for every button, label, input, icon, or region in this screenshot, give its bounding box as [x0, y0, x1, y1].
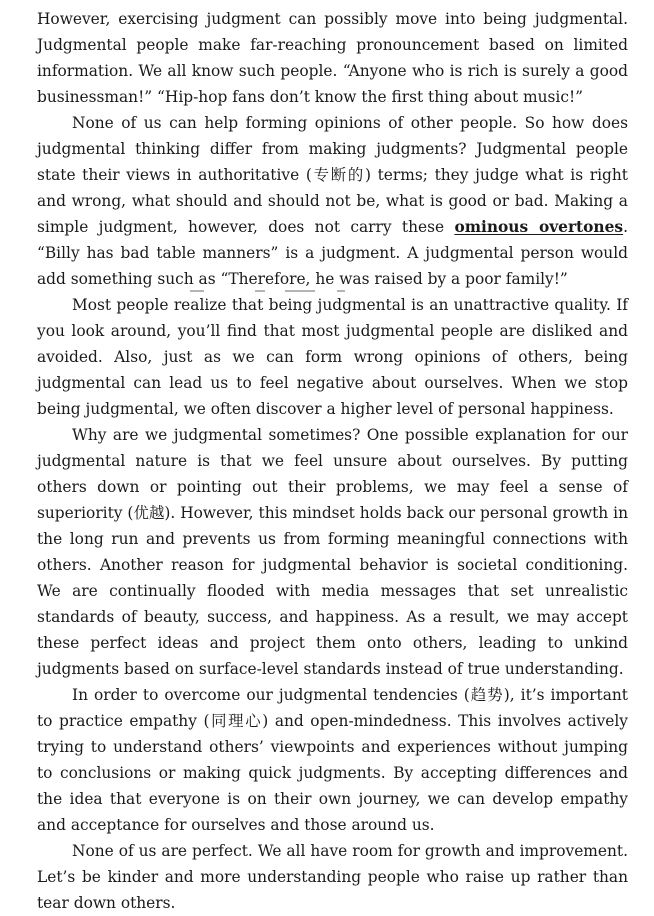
paragraph-5-text: In order to overcome our judgmental tendencies (趋势), it’s important to practice empathy (同理心) and open-mindedness. This involves actively trying to understand others’ viewpoints and experiences without jumping to conclusions or making quick judgments. By accepting differences and the idea that everyone is on their own journey, we can develop empathy and acceptance for ourselves and those around us. [37, 686, 628, 834]
paragraph-2-text-a: None of us can help forming opinions of other people. So how does judgmental thinking differ from making judgments? Judgmental people state their views in authoritative (专断的) terms; they judge what is right and wrong, what should and should not be, what is good or bad. Making a simple judgment, however, does not carry these [37, 114, 628, 236]
paragraph-2-text-b: . “Billy has bad table manners” is a judgment. A judgmental person would add something such as “Therefore, he was raised by a poor family!” [37, 218, 628, 288]
paragraph-4-text: Why are we judgmental sometimes? One possible explanation for our judgmental nature is that we feel unsure about ourselves. By putting others down or pointing out their problems, we may feel a sense of superiority (优越). However, this mindset holds back our personal growth in the long run and prevents us from forming meaningful connections with others. Another reason for judgmental behavior is societal conditioning. We are continually flooded with media messages that set unrealistic standards of beauty, success, and happiness. As a result, we may accept these perfect ideas and project them onto others, leading to unkind judgments based on surface-level standards instead of true understanding. [37, 426, 628, 678]
paragraph-4 [37, 422, 628, 682]
paragraph-3-text: Most people realize that being judgmental is an unattractive quality. If you look around, you’ll find that most judgmental people are disliked and avoided. Also, just as we can form wrong opinions of others, being judgmental can lead us to feel negative about ourselves. When we stop being judgmental, we often discover a higher level of personal happiness. [37, 296, 628, 418]
document-page [37, 6, 628, 916]
paragraph-2 [37, 110, 628, 292]
paragraph-5 [37, 682, 628, 838]
scan-smudge [37, 288, 628, 296]
paragraph-1-text: However, exercising judgment can possibly move into being judgmental. Judgmental people make far-reaching pronouncement based on limited information. We all know such people. “Anyone who is rich is surely a good businessman!” “Hip-hop fans don’t know the first thing about music!” [37, 10, 628, 106]
ominous-overtones-phrase: ominous overtones [454, 218, 624, 236]
paragraph-3 [37, 292, 628, 422]
paragraph-6-text: None of us are perfect. We all have room for growth and improvement. Let’s be kinder and more understanding people who raise up rather than tear down others. [37, 842, 628, 912]
paragraph-1 [37, 6, 628, 110]
paragraph-6 [37, 838, 628, 916]
